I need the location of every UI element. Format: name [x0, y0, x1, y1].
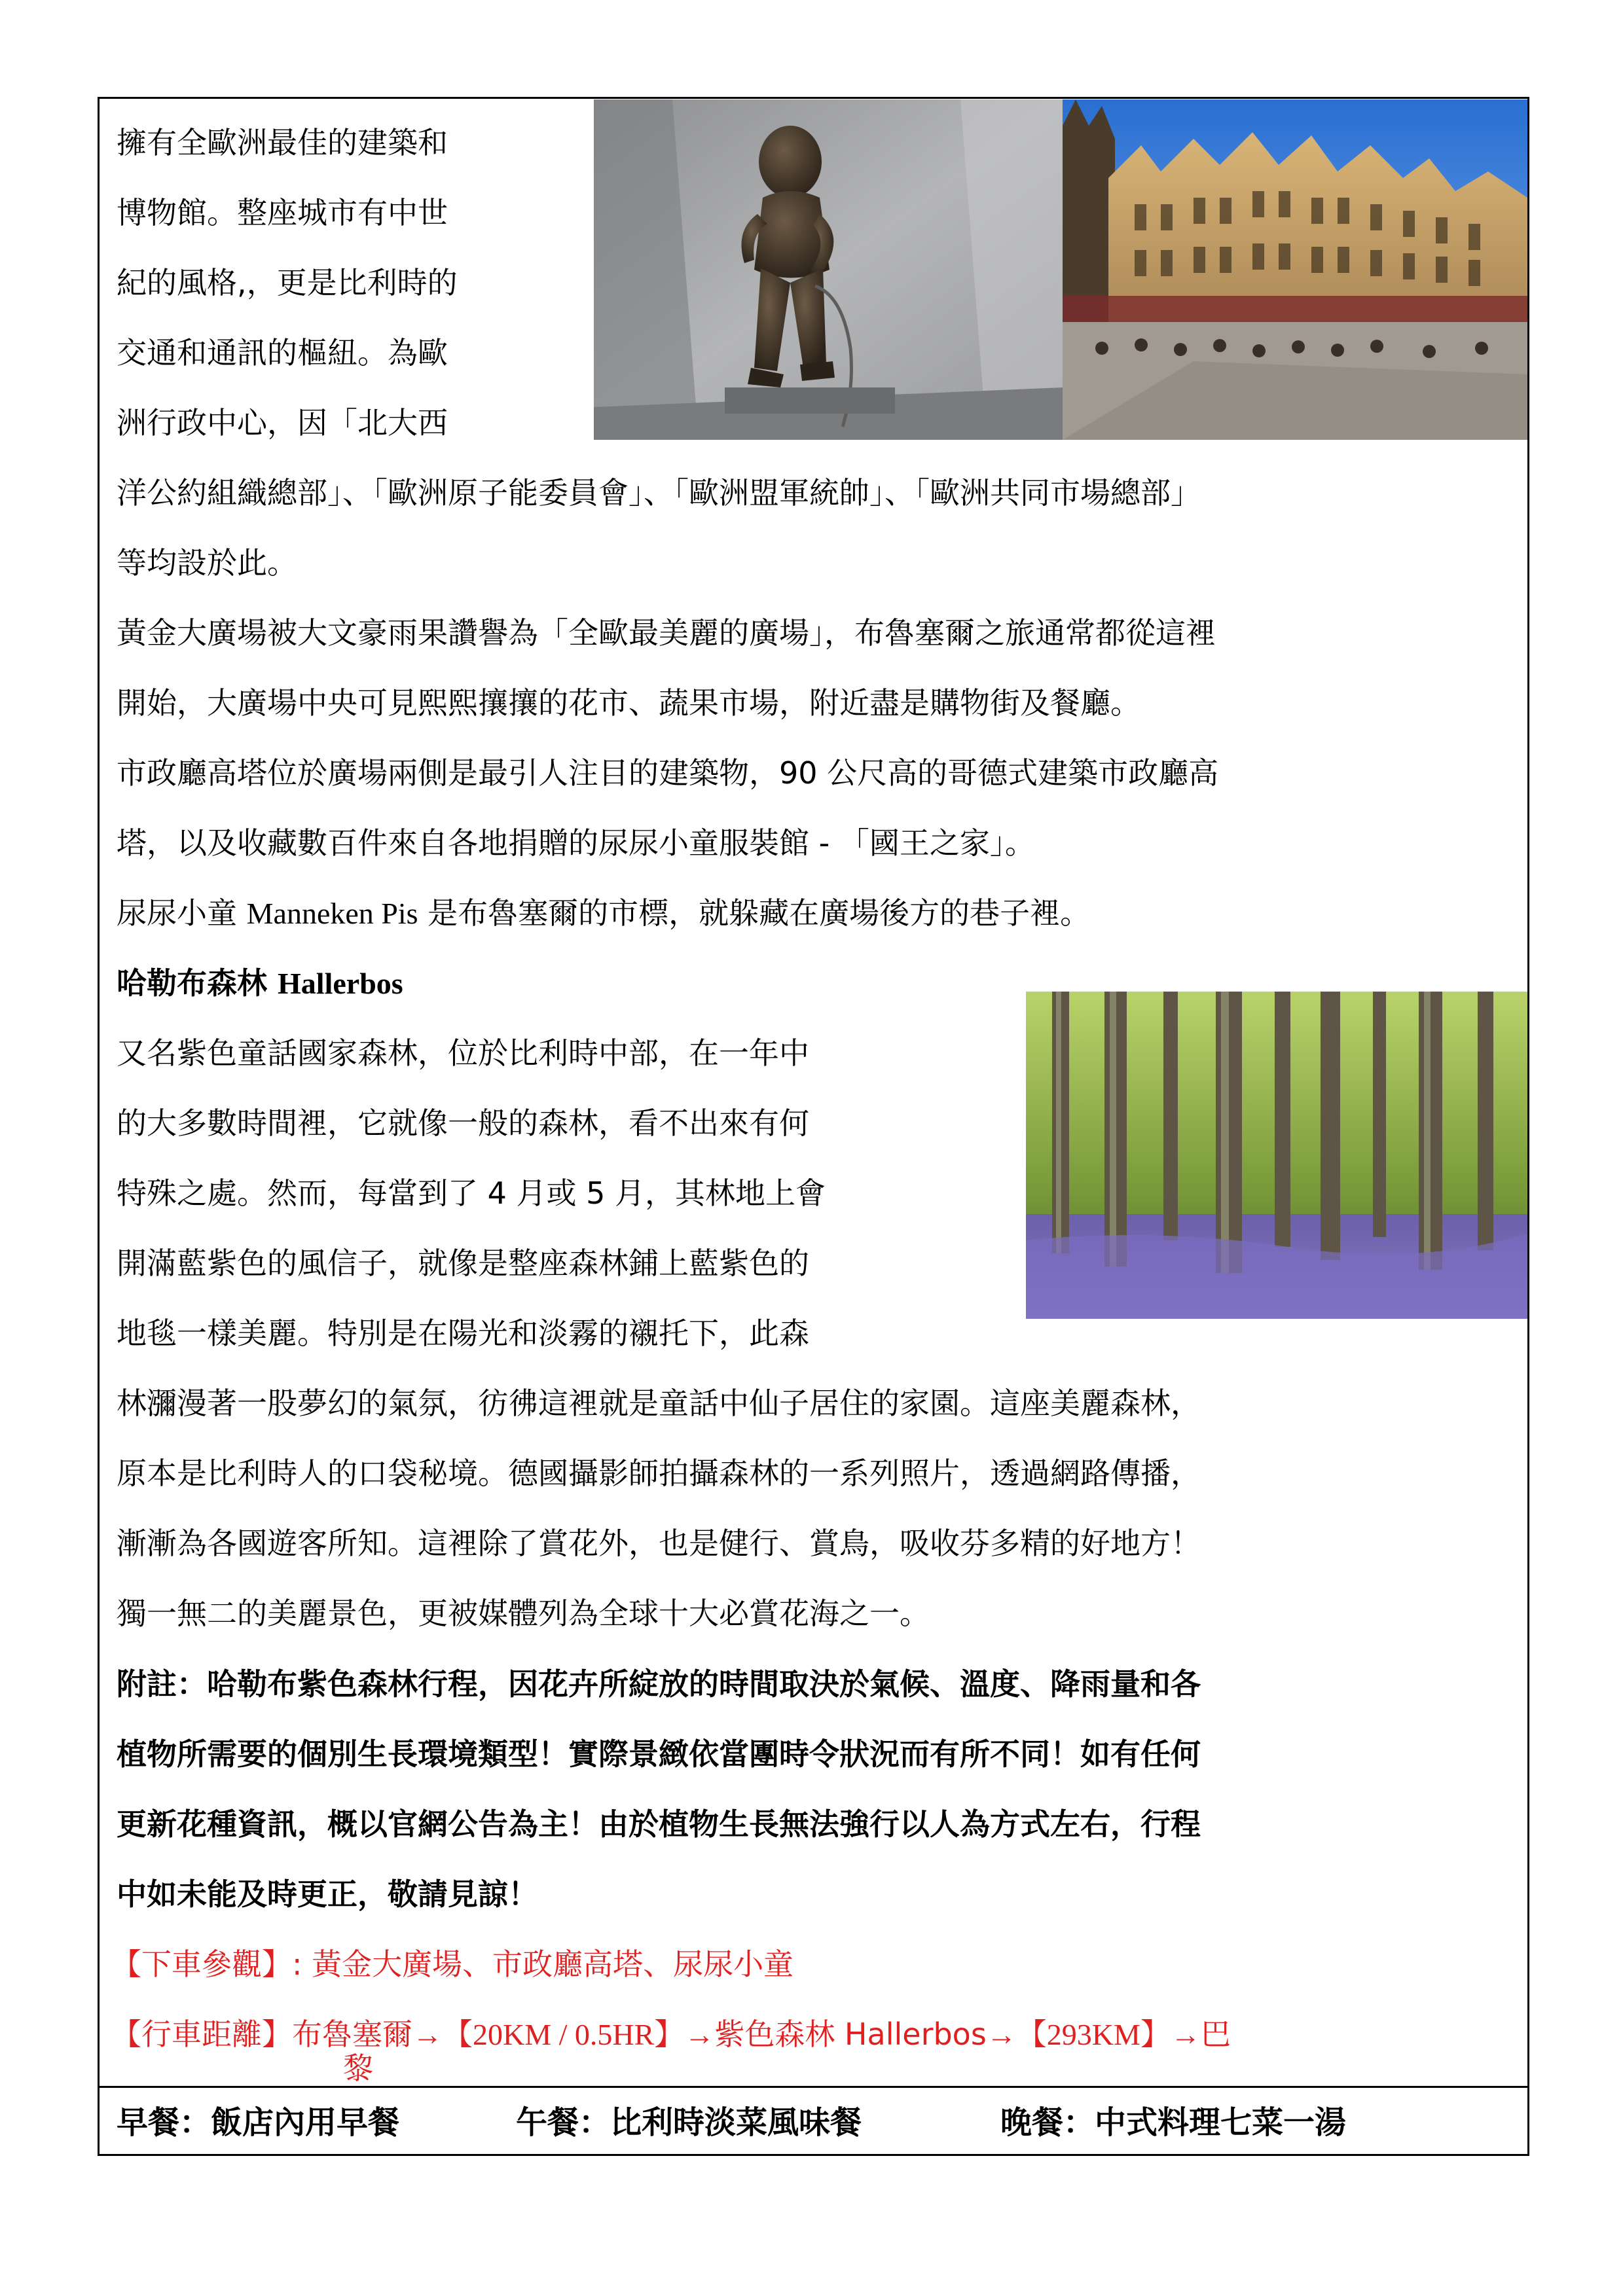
- distance-city-paris-part1: 巴: [1200, 2017, 1231, 2052]
- hallerbos-heading-zh: 哈勒布森林: [117, 965, 278, 1001]
- route-arrow: →: [1170, 2018, 1201, 2051]
- route-arrow: →: [986, 2018, 1017, 2051]
- manneken-pis-photo: [594, 99, 1063, 440]
- intro-line: 擁有全歐洲最佳的建築和: [117, 125, 448, 160]
- manneken-pis-line: [117, 878, 1090, 948]
- intro-line: 交通和通訊的樞紐。為歐: [117, 335, 448, 370]
- note-line: 更新花種資訊，概以官網公告為主！由於植物生長無法強行以人為方式左右，行程: [117, 1806, 1201, 1842]
- hallerbos-line: 林瀰漫著一股夢幻的氣氛，彷彿這裡就是童話中仙子居住的家園。這座美麗森林，: [117, 1386, 1201, 1421]
- route-arrow: →: [684, 2018, 715, 2051]
- hallerbos-line: 地毯一樣美麗。特別是在陽光和淡霧的襯托下，此森: [117, 1316, 809, 1351]
- meals-divider: [98, 2086, 1529, 2088]
- meal-dinner: 晚餐：中式料理七菜一湯: [1000, 2104, 1347, 2141]
- hallerbos-heading-en: Hallerbos: [278, 967, 403, 1000]
- distance-leg-2: 【293KM】: [1016, 2018, 1171, 2051]
- manneken-pis-text-after: 是布魯塞爾的市標，就躲藏在廣場後方的巷子裡。: [418, 895, 1091, 931]
- hallerbos-line: 漸漸為各國遊客所知。這裡除了賞花外，也是健行、賞鳥，吸收芬多精的好地方！: [117, 1526, 1201, 1561]
- visit-label: 【下車參觀】: [111, 1946, 292, 1982]
- manneken-pis-name: Manneken Pis: [246, 897, 418, 930]
- visit-text: : 黃金大廣場、市政廳高塔、尿尿小童: [292, 1946, 794, 1982]
- grand-place-line: 開始，大廣場中央可見熙熙攘攘的花市、蔬果市場，附近盡是購物街及餐廳。: [117, 685, 1140, 721]
- note-line: 中如未能及時更正，敬請見諒！: [117, 1876, 538, 1912]
- grand-place-line: 市政廳高塔位於廣場兩側是最引人注目的建築物，90 公尺高的哥德式建築市政廳高: [117, 755, 1219, 791]
- distance-label: 【行車距離】: [111, 2017, 292, 2052]
- distance-city-brussels: 布魯塞爾: [292, 2017, 412, 2052]
- visit-line: [111, 1929, 793, 2000]
- hallerbos-line: 開滿藍紫色的風信子，就像是整座森林鋪上藍紫色的: [117, 1246, 809, 1281]
- hallerbos-line: 原本是比利時人的口袋秘境。德國攝影師拍攝森林的一系列照片，透過網路傳播，: [117, 1456, 1201, 1491]
- note-line: 植物所需要的個別生長環境類型！實際景緻依當團時令狀況而有所不同！如有任何: [117, 1736, 1201, 1772]
- hallerbos-line: 的大多數時間裡，它就像一般的森林，看不出來有何: [117, 1105, 809, 1141]
- intro-line: 等均設於此。: [117, 545, 297, 581]
- note-line: 附註：哈勒布紫色森林行程，因花卉所綻放的時間取決於氣候、溫度、降雨量和各: [117, 1666, 1201, 1702]
- hallerbos-line: 又名紫色童話國家森林，位於比利時中部，在一年中: [117, 1035, 809, 1071]
- hallerbos-line: 獨一無二的美麗景色，更被媒體列為全球十大必賞花海之一。: [117, 1596, 930, 1631]
- distance-city-paris-part2: 黎: [343, 2051, 373, 2086]
- hallerbos-line: 特殊之處。然而，每當到了 4 月或 5 月，其林地上會: [117, 1175, 826, 1211]
- intro-line: 洋公約組織總部」、「歐洲原子能委員會」、「歐洲盟軍統帥」、「歐洲共同市場總部」: [117, 475, 1201, 511]
- intro-line: 紀的風格,，更是比利時的: [117, 265, 458, 300]
- intro-line: 洲行政中心，因「北大西: [117, 405, 448, 440]
- grand-place-line: 塔，以及收藏數百件來自各地捐贈的尿尿小童服裝館 - 「國王之家」。: [117, 825, 1035, 861]
- meal-lunch: 午餐：比利時淡菜風味餐: [516, 2104, 862, 2141]
- distance-leg-1: 【20KM / 0.5HR】: [443, 2018, 685, 2051]
- distance-line: [111, 2000, 1231, 2070]
- intro-line: 博物館。整座城市有中世: [117, 195, 448, 230]
- meals-row: [117, 2093, 1346, 2152]
- hallerbos-forest-photo: [1026, 992, 1527, 1319]
- hallerbos-heading: [117, 948, 403, 1018]
- grand-place-line: 黃金大廣場被大文豪雨果讚譽為「全歐最美麗的廣場」，布魯塞爾之旅通常都從這裡: [117, 615, 1216, 651]
- route-arrow: →: [412, 2018, 443, 2051]
- distance-city-hallerbos: 紫色森林 Hallerbos: [714, 2017, 987, 2052]
- grand-place-photo: [1063, 99, 1527, 440]
- manneken-pis-text-before: 尿尿小童: [117, 895, 247, 931]
- meal-breakfast: 早餐：飯店內用早餐: [117, 2104, 400, 2141]
